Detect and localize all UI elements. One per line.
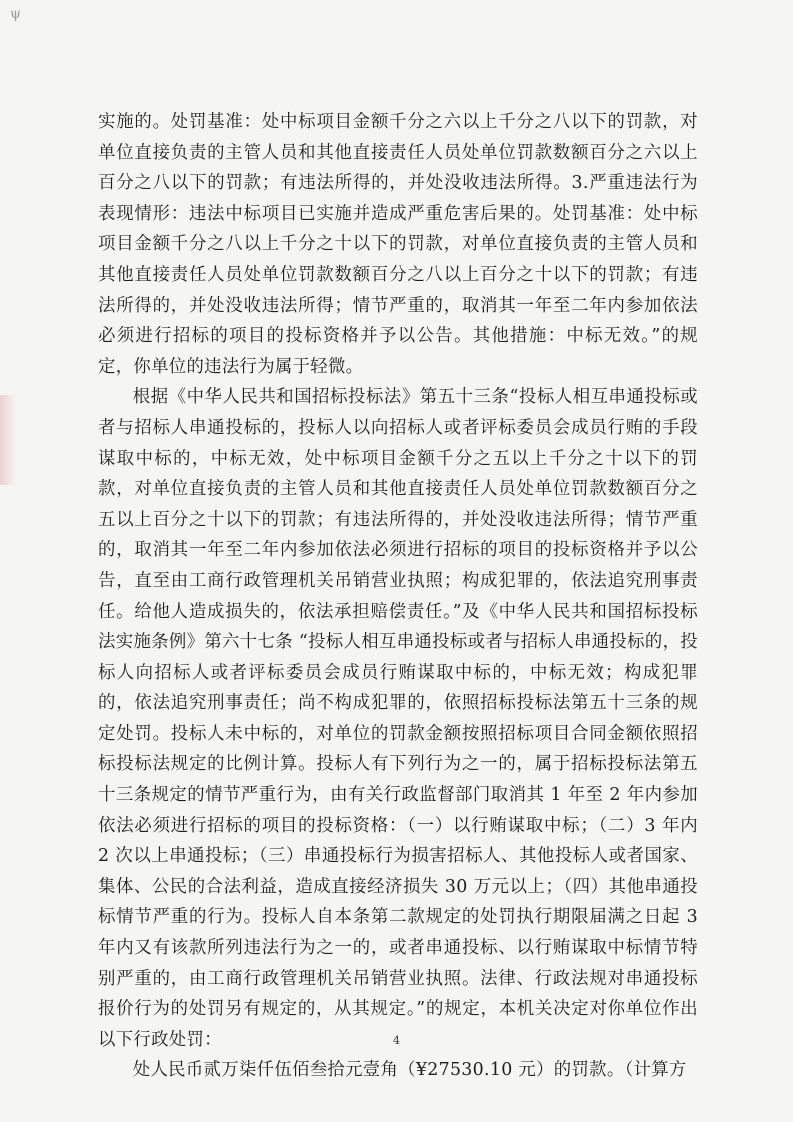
paragraph-penalty-amount: 处人民币贰万柒仟伍佰叁拾元壹角（¥27530.10 元）的罚款。（计算方: [132, 1060, 687, 1081]
corner-mark: ψ: [10, 6, 21, 22]
paragraph-legal-basis: 根据《中华人民共和国招标投标法》第五十三条“投标人相互串通投标或者与招标人串通投标的，投标人以向招标人或者评标委员会成员行贿的手段谋取中标的，中标无效，处中标项目金额千分之五以上千分之十以下的罚款，对单位直接负责的主管人员和其他直接责任人员处单位罚款数额百分之五以上百分之十以下的罚款；有违法所得的，并处没收违法所得；情节严重的，取消其一年至二年内参加依法必须进行招标的项目的投标资格并予以公告，直至由工商行政管理机关吊销营业执照；构成犯罪的，依法追究刑事责任。给他人造成损失的，依法承担赔偿责任。”及《中华人民共和国招标投标法实施条例》第六十七条 “投标人相互串通投标或者与招标人串通投标的，投标人向招标人或者评标委员会成员行贿谋取中标的，中标无效；构成犯罪的，依法追究刑事责任；尚不构成犯罪的，依照招标投标法第五十三条的规定处罚。投标人未中标的，对单位的罚款金额按照招标项目合同金额依照招标投标法规定的比例计算。投标人有下列行为之一的，属于招标投标法第五十三条规定的情节严重行为，由有关行政监督部门取消其 1 年至 2 年内参加依法必须进行招标的项目的投标资格：（一）以行贿谋取中标；（二）3 年内 2 次以上串通投标；（三）串通投标行为损害招标人、其他投标人或者国家、集体、公民的合法利益，造成直接经济损失 30 万元以上；（四）其他串通投标情节严重的行为。投标人自本条第二款规定的处罚执行期限届满之日起 3 年内又有该款所列违法行为之一的，或者串通投标、以行贿谋取中标情节特别严重的，由工商行政管理机关吊销营业执照。法律、行政法规对串通投标报价行为的处罚另有规定的，从其规定。”的规定，本机关决定对你单位作出以下行政处罚：: [98, 387, 698, 1050]
document-body: [98, 107, 698, 1086]
page-number: 4: [393, 1034, 400, 1047]
seal-edge-mark: [0, 395, 16, 485]
paragraph-penalty-standards: 实施的。处罚基准：处中标项目金额千分之六以上千分之八以下的罚款，对单位直接负责的主管人员和其他直接责任人员处单位罚款数额百分之六以上百分之八以下的罚款；有违法所得的，并处没收违法所得。3.严重违法行为表现情形：违法中标项目已实施并造成严重危害后果的。处罚基准：处中标项目金额千分之八以上千分之十以下的罚款，对单位直接负责的主管人员和其他直接责任人员处单位罚款数额百分之八以上百分之十以下的罚款；有违法所得的，并处没收违法所得；情节严重的，取消其一年至二年内参加依法必须进行招标的项目的投标资格并予以公告。其他措施：中标无效。”的规定，你单位的违法行为属于轻微。: [98, 112, 698, 377]
